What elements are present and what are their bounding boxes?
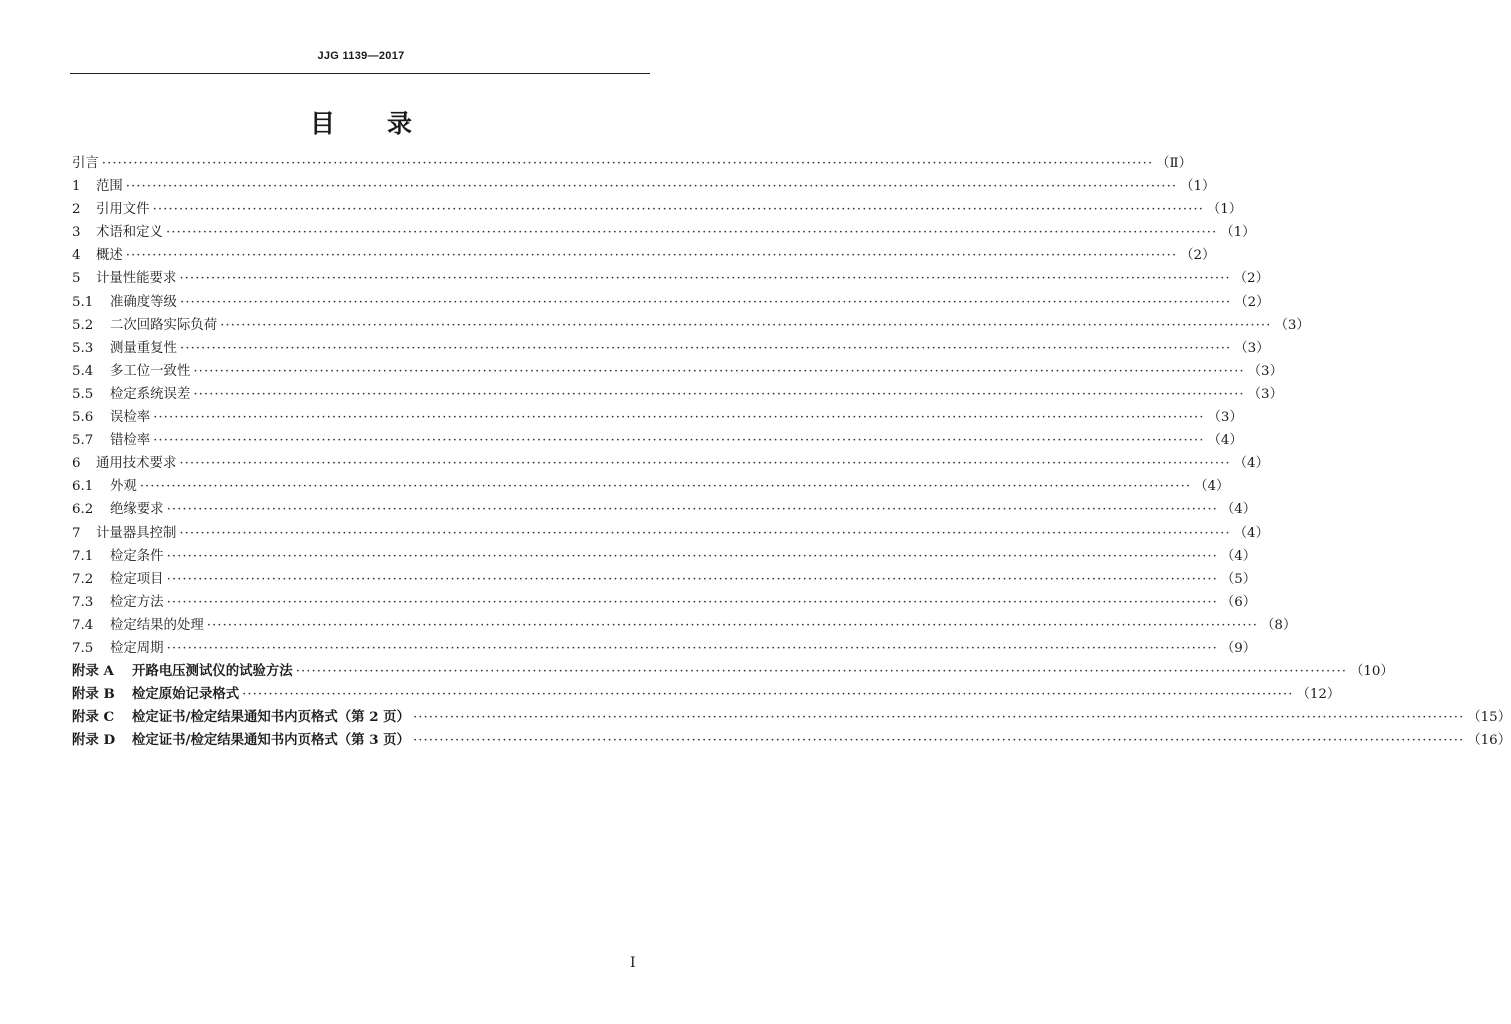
- toc-entry-number: 7.2: [72, 571, 94, 587]
- toc-entry-page: （3）: [1247, 363, 1283, 379]
- title-char-1: 目: [309, 109, 335, 138]
- toc-entry[interactable]: [72, 337, 1270, 360]
- toc-entry[interactable]: [72, 545, 1257, 568]
- toc-entry-label: 计量性能要求: [96, 271, 177, 287]
- toc-entry[interactable]: [72, 475, 1230, 498]
- toc-entry[interactable]: [72, 198, 1243, 221]
- toc-entry[interactable]: [72, 683, 1341, 706]
- toc-entry-label: 绝缘要求: [110, 502, 164, 518]
- toc-entry-label: 误检率: [110, 410, 151, 426]
- toc-entry[interactable]: [72, 591, 1257, 614]
- toc-entry-number: 7: [72, 525, 81, 541]
- toc-dot-leader: ········································································································································································································: [193, 386, 1245, 402]
- toc-entry-number: 2: [72, 202, 81, 218]
- toc-entry[interactable]: [72, 568, 1257, 591]
- toc-entry-label: 开路电压测试仪的试验方法: [132, 663, 293, 680]
- toc-dot-leader: ········································································································································································································: [166, 548, 1218, 564]
- toc-entry-number: 附录 C: [72, 709, 115, 726]
- toc-dot-leader: ········································································································································································································: [153, 433, 1205, 449]
- toc-entry-label: 二次回路实际负荷: [110, 317, 218, 333]
- toc-entry-page: （1）: [1206, 202, 1243, 218]
- toc-dot-leader: ········································································································································································································: [295, 664, 1347, 680]
- toc-entry-page: （4）: [1233, 456, 1269, 472]
- toc-entry-label: 测量重复性: [110, 340, 177, 356]
- toc-entry[interactable]: [72, 452, 1269, 475]
- toc-entry-label: 术语和定义: [96, 225, 163, 241]
- toc-entry-page: （2）: [1180, 248, 1216, 264]
- toc-dot-leader: ········································································································································································································: [412, 710, 1465, 726]
- toc-entry-label: 检定周期: [110, 640, 164, 656]
- toc-entry-number: 3: [72, 225, 81, 241]
- toc-entry-page: （9）: [1220, 640, 1257, 656]
- toc-entry-label: 外观: [110, 479, 137, 495]
- toc-entry-page: （4）: [1194, 479, 1230, 495]
- toc-entry-page: （15）: [1467, 710, 1511, 726]
- toc-entry-label: 检定系统误差: [110, 386, 191, 402]
- toc-dot-leader: ········································································································································································································: [153, 410, 1205, 426]
- toc-entry[interactable]: [72, 175, 1216, 198]
- toc-dot-leader: ········································································································································································································: [166, 502, 1218, 518]
- toc-entry-label: 检定项目: [110, 571, 164, 587]
- toc-entry[interactable]: [72, 383, 1283, 406]
- toc-entry-number: 4: [72, 248, 81, 264]
- toc-entry-page: （2）: [1234, 294, 1270, 310]
- toc-entry-page: （2）: [1233, 271, 1269, 287]
- toc-entry-label: 多工位一致性: [110, 363, 191, 379]
- toc-entry-number: 5.7: [72, 433, 94, 449]
- toc-entry-number: 6.1: [72, 479, 94, 495]
- toc-entry-number: 6: [72, 456, 81, 472]
- toc-entry[interactable]: [72, 429, 1243, 452]
- toc-entry[interactable]: [72, 221, 1256, 244]
- toc-entry-number: 6.2: [72, 502, 94, 518]
- toc-entry-page: （1）: [1220, 225, 1256, 241]
- toc-entry-page: （10）: [1350, 664, 1394, 680]
- toc-entry[interactable]: [72, 406, 1243, 429]
- toc-entry[interactable]: [72, 360, 1283, 383]
- toc-entry-label: 检定条件: [110, 548, 164, 564]
- toc-dot-leader: ········································································································································································································: [125, 248, 1178, 264]
- toc-entry-number: 附录 A: [72, 663, 114, 680]
- toc-entry-page: （4）: [1207, 433, 1243, 449]
- toc-dot-leader: ········································································································································································································: [206, 617, 1259, 633]
- toc-dot-leader: ········································································································································································································: [139, 479, 1192, 495]
- toc-dot-leader: ········································································································································································································: [125, 179, 1178, 195]
- toc-entry-page: （1）: [1180, 179, 1216, 195]
- toc-entry[interactable]: [72, 314, 1310, 337]
- title-char-2: 录: [387, 109, 413, 138]
- toc-entry-page: （12）: [1296, 687, 1341, 703]
- toc-entry-label: 检定证书/检定结果通知书内页格式（第 3 页）: [132, 732, 410, 749]
- toc-entry-page: （Ⅱ）: [1156, 156, 1192, 171]
- toc-entry-page: （16）: [1467, 733, 1511, 749]
- toc-dot-leader: ········································································································································································································: [242, 687, 1294, 703]
- toc-entry-label: 检定证书/检定结果通知书内页格式（第 2 页）: [132, 709, 410, 726]
- toc-entry-number: 1: [72, 179, 81, 195]
- toc-entry-label: 错检率: [110, 433, 151, 449]
- toc-dot-leader: ········································································································································································································: [165, 225, 1218, 241]
- toc-entry-number: 7.4: [72, 617, 94, 633]
- toc-entry-number: 5.5: [72, 386, 94, 402]
- toc-entry-label: 概述: [96, 248, 123, 264]
- toc-dot-leader: ········································································································································································································: [179, 525, 1231, 541]
- toc-entry-page: （3）: [1274, 317, 1310, 333]
- toc-entry[interactable]: [72, 152, 1192, 175]
- toc-entry-page: （4）: [1220, 548, 1257, 564]
- toc-entry-page: （3）: [1234, 340, 1270, 356]
- toc-entry[interactable]: [72, 522, 1269, 545]
- toc-dot-leader: ········································································································································································································: [152, 202, 1204, 218]
- toc-entry-page: （3）: [1247, 386, 1283, 402]
- toc-entry[interactable]: [72, 267, 1269, 290]
- page-title: [0, 104, 722, 140]
- table-of-contents: [72, 152, 1511, 752]
- toc-entry-page: （3）: [1207, 410, 1243, 426]
- toc-dot-leader: ········································································································································································································: [220, 317, 1272, 333]
- toc-dot-leader: ········································································································································································································: [166, 571, 1218, 587]
- toc-entry-page: （4）: [1220, 502, 1257, 518]
- toc-dot-leader: ········································································································································································································: [412, 733, 1465, 749]
- toc-entry-label: 检定方法: [110, 594, 164, 610]
- toc-entry[interactable]: [72, 706, 1511, 729]
- toc-dot-leader: ········································································································································································································: [179, 456, 1231, 472]
- toc-dot-leader: ········································································································································································································: [101, 156, 1154, 171]
- toc-entry-number: 5.3: [72, 340, 94, 356]
- toc-entry-label: 检定原始记录格式: [132, 686, 240, 703]
- toc-entry-label: 计量器具控制: [96, 525, 177, 541]
- toc-entry[interactable]: [72, 244, 1216, 267]
- toc-entry-number: 5: [72, 271, 81, 287]
- toc-entry-number: 5.4: [72, 363, 94, 379]
- toc-dot-leader: ········································································································································································································: [179, 340, 1232, 356]
- toc-entry-label: 引用文件: [96, 202, 150, 218]
- toc-entry-number: 7.5: [72, 640, 94, 656]
- toc-entry-number: 7.1: [72, 548, 94, 564]
- toc-dot-leader: ········································································································································································································: [179, 294, 1232, 310]
- toc-entry[interactable]: [72, 498, 1257, 521]
- toc-entry-number: 7.3: [72, 594, 94, 610]
- toc-entry[interactable]: [72, 614, 1297, 637]
- toc-entry-label: 范围: [96, 179, 123, 195]
- toc-entry-number: 5.1: [72, 294, 94, 310]
- toc-dot-leader: ········································································································································································································: [166, 640, 1218, 656]
- toc-entry-number: 5.2: [72, 317, 94, 333]
- toc-dot-leader: ········································································································································································································: [166, 594, 1218, 610]
- toc-entry-number: 5.6: [72, 410, 94, 426]
- toc-entry-label: 通用技术要求: [96, 456, 177, 472]
- toc-entry[interactable]: [72, 291, 1270, 314]
- document-code-header: JJG 1139—2017: [317, 50, 405, 62]
- toc-entry-label: 准确度等级: [110, 294, 177, 310]
- toc-entry-page: （8）: [1261, 617, 1297, 633]
- toc-entry-page: （6）: [1220, 594, 1257, 610]
- toc-entry[interactable]: [72, 637, 1257, 660]
- header-rule: [70, 73, 650, 74]
- toc-dot-leader: ········································································································································································································: [179, 271, 1231, 287]
- toc-entry-page: （4）: [1233, 525, 1269, 541]
- toc-entry-number: 附录 D: [72, 732, 116, 749]
- toc-dot-leader: ········································································································································································································: [193, 363, 1245, 379]
- toc-entry-number: 附录 B: [72, 686, 115, 703]
- toc-entry-page: （5）: [1220, 571, 1257, 587]
- toc-entry[interactable]: [72, 660, 1394, 683]
- page-number: Ⅰ: [630, 955, 636, 971]
- toc-entry-label: 检定结果的处理: [110, 617, 204, 633]
- toc-entry[interactable]: [72, 729, 1511, 752]
- toc-entry-label: 引言: [72, 156, 99, 171]
